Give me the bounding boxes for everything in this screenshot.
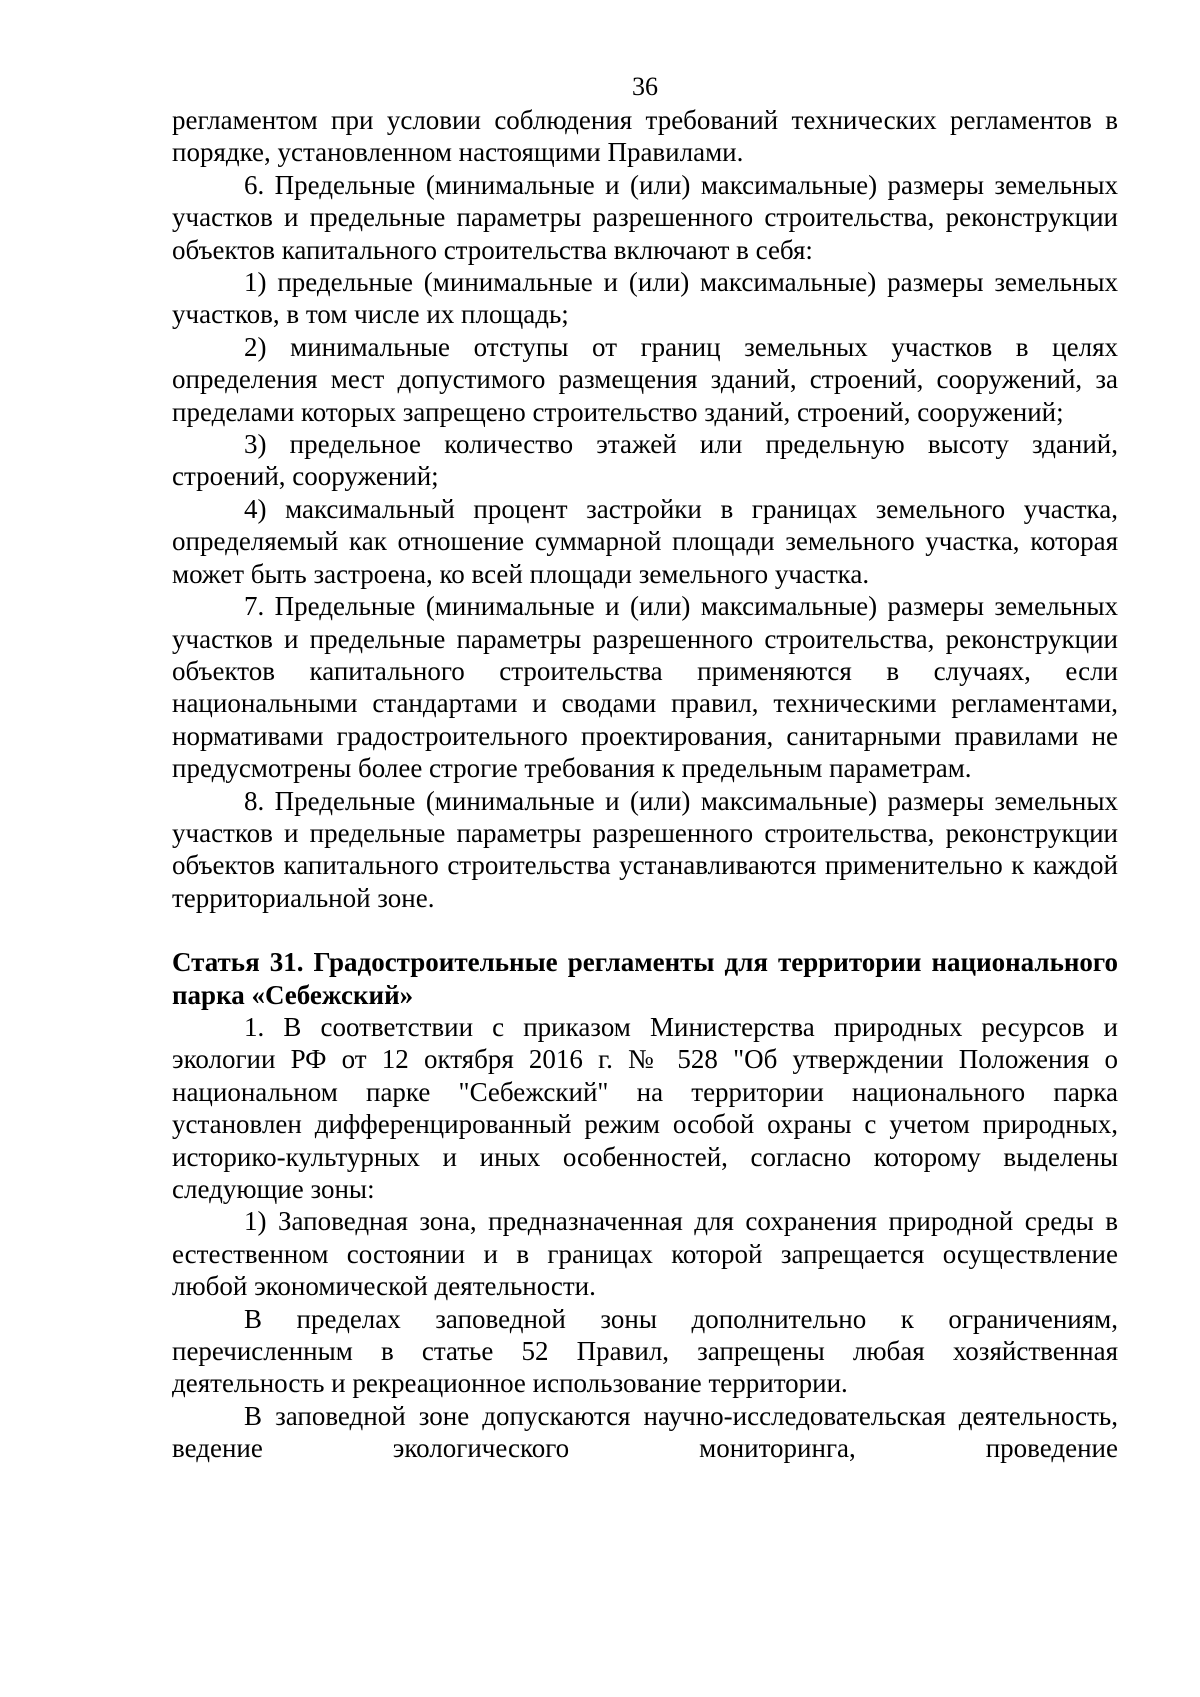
paragraph: 1. В соответствии с приказом Министерства природных ресурсов и экологии РФ от 12 октября 2016 г. № 528 "Об утверждении Положения о национальном парке "Себежский" на территории национального парка установлен дифференцированный режим особой охраны с учетом природных, историко-культурных и иных особенностей, согласно которому выделены следующие зоны: <box>172 1011 1118 1204</box>
paragraph: В пределах заповедной зоны дополнительно к ограничениям, перечисленным в статье 52 Правил, запрещены любая хозяйственная деятельность и рекреационное использование территории. <box>172 1303 1118 1399</box>
paragraph: 1) предельные (минимальные и (или) максимальные) размеры земельных участков, в том числе их площадь; <box>172 267 1118 330</box>
paragraph: 6. Предельные (минимальные и (или) максимальные) размеры земельных участков и предельные параметры разрешенного строительства, реконструкции объектов капитального строительства включают в себя: <box>172 169 1118 265</box>
document-page <box>172 70 1118 1465</box>
paragraph: 4) максимальный процент застройки в границах земельного участка, определяемый как отношение суммарной площади земельного участка, которая может быть застроена, ко всей площади земельного участка. <box>172 493 1118 589</box>
paragraph: 7. Предельные (минимальные и (или) максимальные) размеры земельных участков и предельные параметры разрешенного строительства, реконструкции объектов капитального строительства применяются в случаях, если национальными стандартами и сводами правил, техническими регламентами, нормативами градостроительного проектирования, санитарными правилами не предусмотрены более строгие требования к предельным параметрам. <box>172 591 1118 784</box>
paragraph: 2) минимальные отступы от границ земельных участков в целях определения мест допустимого размещения зданий, строений, сооружений, за пределами которых запрещено строительство зданий, строений, сооружений; <box>172 331 1118 427</box>
body-text-before-article <box>172 104 1118 914</box>
body-text-after-article <box>172 1011 1118 1465</box>
page-number: 36 <box>632 72 658 101</box>
article-heading: Статья 31. Градостроительные регламенты для территории национального парка «Себежский» <box>172 947 1118 1010</box>
paragraph: 8. Предельные (минимальные и (или) максимальные) размеры земельных участков и предельные параметры разрешенного строительства, реконструкции объектов капитального строительства устанавливаются применительно к каждой территориальной зоне. <box>172 785 1118 913</box>
paragraph: 3) предельное количество этажей или предельную высоту зданий, строений, сооружений; <box>172 429 1118 492</box>
paragraph: регламентом при условии соблюдения требований технических регламентов в порядке, установленном настоящими Правилами. <box>172 105 1118 168</box>
paragraph: 1) Заповедная зона, предназначенная для сохранения природной среды в естественном состоянии и в границах которой запрещается осуществление любой экономической деятельности. <box>172 1206 1118 1302</box>
paragraph: В заповедной зоне допускаются научно-исследовательская деятельность, ведение экологического мониторинга, проведение <box>172 1400 1118 1464</box>
